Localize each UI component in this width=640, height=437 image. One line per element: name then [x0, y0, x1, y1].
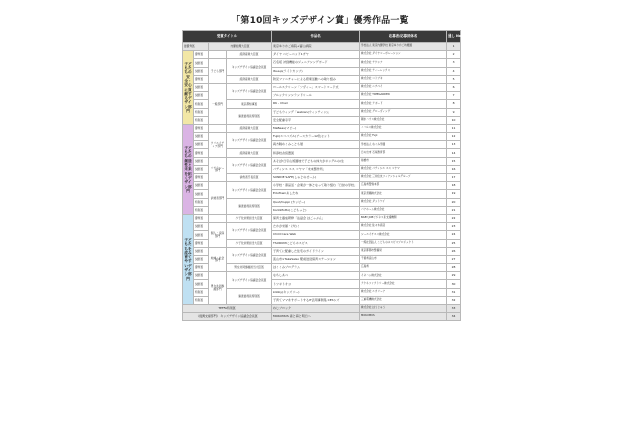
row-applicant: 前橋市 [360, 157, 447, 165]
category-label: 子どもたちの創造性と未来を拓くデザイン部門 [183, 124, 194, 214]
row-number: 11 [447, 124, 461, 132]
row-division: 奨励賞 [194, 141, 209, 149]
row-work: 流山市×TakaSaGo 駅前送迎保育ステーション [272, 255, 360, 263]
row-work: あそぼ!日引山遊園地で子どもの体力がギングルの/生 [272, 157, 360, 165]
row-prize: 審査委員長特別賞 [227, 198, 272, 214]
row-department: リテラシー部門 [209, 157, 227, 182]
row-number: 4 [447, 67, 461, 75]
row-division: 奨励賞 [194, 280, 209, 288]
row-work: パディシエ エス コヤマ「未来製作所」 [272, 165, 360, 173]
row-applicant: 株式会社 ほうじゅう [360, 305, 447, 313]
row-division: 特別賞 [194, 296, 209, 304]
award-table [182, 30, 461, 321]
row-division: 奨励賞 [194, 231, 209, 239]
row-division: 奨励賞 [194, 59, 209, 67]
row-division: 奨励賞 [194, 133, 209, 141]
row-number: 6 [447, 83, 461, 91]
row-prize: 少子化対策担当大臣賞 [227, 214, 272, 222]
row-applicant: 一般社団法人 こどものホスピスプロジェクト [360, 239, 447, 247]
row-work: 保育士養成研修「法話会 ほごっぷん」 [272, 214, 360, 222]
row-number: 29 [447, 272, 461, 280]
row-number: 26 [447, 247, 461, 255]
row-number: 2 [447, 51, 461, 59]
row-applicant: 東京書籍株式会社 [360, 190, 447, 198]
row-work: ねじブロック [272, 305, 360, 313]
row-applicant: イネハム株式会社 [360, 272, 447, 280]
header-work: 作品名 [272, 31, 360, 43]
row-work: 子どもウィング「webian(ウィッティン)」 [272, 108, 360, 116]
table-row [183, 305, 461, 313]
row-number: 23 [447, 223, 461, 231]
row-work: 両方眺めくみことも展 [272, 141, 360, 149]
row-division: 奨励賞 [194, 223, 209, 231]
row-division: 特別賞 [194, 108, 209, 116]
row-division: 優秀賞 [194, 239, 209, 247]
row-division: 奨励賞 [194, 272, 209, 280]
row-division: 奨励賞 [194, 92, 209, 100]
row-department: 子ども部門 [209, 59, 227, 84]
row-work: ダイヤ ベビーベッド1ガヤ [272, 51, 360, 59]
row-number: 30 [447, 280, 461, 288]
row-work: Fujii(エコバズル)アースカラー12色セット [272, 133, 360, 141]
table-row [183, 272, 461, 280]
row-department: 個人・家庭部門 [209, 223, 227, 248]
row-applicant: 株式会社 ニチベイ [360, 83, 447, 91]
header-prize: 受賞タイトル [183, 31, 272, 43]
row-number: 10 [447, 116, 461, 124]
row-number: 21 [447, 206, 461, 214]
row-prize: 少子化対策担当大臣賞 [227, 239, 272, 247]
row-prize: キッズデザイン協議会会長賞 [227, 83, 272, 99]
row-division: 奨励賞 [194, 165, 209, 173]
row-prize: 経済産業大臣賞 [227, 124, 272, 132]
row-department: 一般部門 [209, 83, 227, 124]
row-number: 27 [447, 255, 461, 263]
row-work: 東京ゆりかご病院+富山病院 [272, 43, 360, 51]
table-row [183, 43, 461, 51]
row-prize: 男女共同参画担当大臣賞 [227, 264, 272, 272]
row-prize: 審査委員長特別賞 [227, 108, 272, 124]
row-division: 奨励賞 [194, 83, 209, 91]
table-row [183, 133, 461, 141]
row-work: 石名坂 対到機能のジュニアシングボード [272, 59, 360, 67]
row-work: RK - Chair [272, 100, 360, 108]
row-work: なちしあべ [272, 272, 360, 280]
row-applicant: 千葉県流山市 [360, 255, 447, 263]
row-department [209, 214, 227, 222]
row-division: 優秀賞 [194, 214, 209, 222]
row-number: 12 [447, 133, 461, 141]
row-work: ロールスクリーン「ソヴィー」スマートコード式 [272, 83, 360, 91]
row-applicant: 株式会社 三井住友フィナンシャルグループ [360, 174, 447, 182]
row-work: kobby(キッズリー) [272, 288, 360, 296]
row-applicant: 積水ハウス株式会社 [360, 116, 447, 124]
row-work: SUNIDE SAFE(しゅとのせーふ) [272, 174, 360, 182]
row-prize: キッズデザイン協議会会長賞 [227, 157, 272, 173]
row-division: 特別賞 [194, 198, 209, 206]
row-applicant: 三重電機株式会社 [360, 296, 447, 304]
header-row [183, 31, 461, 43]
row-work: 防災ファニチャーによる授業活動への取り組み [272, 75, 360, 83]
row-prize: キッズデザイン協議会会長賞 [227, 59, 272, 75]
row-prize: TEFFA特別賞 [183, 305, 272, 313]
row-work: TSURUMIこどもホスピス [272, 239, 360, 247]
row-number: 7 [447, 92, 461, 100]
row-work: Child Care Web [272, 231, 360, 239]
row-division: 奨励賞 [194, 255, 209, 263]
row-prize: キッズデザイン協議会会長賞 [227, 133, 272, 149]
row-number: 31 [447, 288, 461, 296]
row-prize: 審査委員長特別賞 [227, 288, 272, 304]
row-applicant: 東京都都市整備局 [360, 247, 447, 255]
row-applicant: 株式会社 テクシナ [360, 59, 447, 67]
row-number: 17 [447, 174, 461, 182]
table-row [183, 124, 461, 132]
row-work: トツギトオヨ [272, 280, 360, 288]
row-number: 9 [447, 108, 461, 116]
row-applicant: 株式会社 ユカリーナ [360, 288, 447, 296]
row-number: 13 [447, 141, 461, 149]
row-applicant: MOKUMUS [360, 313, 447, 321]
row-division: 優秀賞 [194, 124, 209, 132]
row-number: 28 [447, 264, 461, 272]
table-row [183, 83, 461, 91]
row-division: 奨励賞 [194, 190, 209, 198]
row-division: 優秀賞 [194, 149, 209, 157]
header-applicant: 応募者/応募団体名 [360, 31, 447, 43]
row-number: 22 [447, 214, 461, 222]
table-row [183, 247, 461, 255]
row-division: 奨励賞 [194, 67, 209, 75]
row-applicant: 株式会社 グローヴィング [360, 108, 447, 116]
row-division: 特別賞 [194, 100, 209, 108]
row-applicant: シーエイチエス株式会社 [360, 231, 447, 239]
row-work: ほくくみプログラム [272, 264, 360, 272]
row-work: EduTownあしたね [272, 190, 360, 198]
row-number: 5 [447, 75, 461, 83]
page-title: 「第10回キッズデザイン賞」優秀作品一覧 [231, 16, 409, 26]
award-document [182, 30, 463, 427]
row-department: 消費者部門 [209, 182, 227, 215]
table-row [183, 223, 461, 231]
row-number: 18 [447, 182, 461, 190]
row-work: たかが米屋・けむく [272, 223, 360, 231]
row-applicant: 株式会社 Fujii [360, 133, 447, 141]
row-applicant: 学校法人 東京内閣学校 東京ゆりかご幼稚園 [360, 43, 447, 51]
row-work: 和添校舎設置図 [272, 149, 360, 157]
row-applicant: 株式会社 佐々木商店 [360, 223, 447, 231]
award-table-body [183, 43, 461, 321]
row-applicant: 広島県 [360, 264, 447, 272]
row-applicant: 株式会社 コトブキ [360, 75, 447, 83]
row-prize: 《復興支援部門》 キッズデザイン協議会会長賞 [183, 313, 272, 321]
row-applicant: 広島県警察本部 [360, 182, 447, 190]
row-division: 特別賞 [194, 206, 209, 214]
row-applicant: 株式会社 ダットワイ [360, 198, 447, 206]
row-work: Quut/Cuppi (カッピー) [272, 198, 360, 206]
row-prize: 内閣総理大臣賞 [209, 43, 272, 51]
row-prize: 消費者庁長官賞 [227, 174, 272, 182]
row-work: 安全配慮寺平 [272, 116, 360, 124]
row-applicant: 株式会社 アボード [360, 100, 447, 108]
row-work: MaBeau(マビー) [272, 124, 360, 132]
row-department [209, 124, 227, 132]
row-work: Itsuup(ライトカップ) [272, 67, 360, 75]
header-no: 通し No. [447, 31, 461, 43]
row-prize: キッズデザイン協議会会長賞 [227, 247, 272, 263]
row-number: 15 [447, 157, 461, 165]
row-work: MOKUMUS 森と海と明日へ [272, 313, 360, 321]
row-work: 子育てに配慮した住宅のガイドライン [272, 247, 360, 255]
category-label: 子どもたちの安全・安心に貢献するデザイン部門 [183, 51, 194, 125]
row-applicant: 日の出市 石垣教育部 [360, 149, 447, 157]
row-number: 3 [447, 59, 461, 67]
row-work: KodoMotto(こどもっと) [272, 206, 360, 214]
table-row [183, 157, 461, 165]
row-division: 奨励賞 [194, 157, 209, 165]
table-row [183, 313, 461, 321]
row-division: 最優秀賞 [183, 43, 209, 51]
row-division: 特別賞 [194, 116, 209, 124]
table-row [183, 59, 461, 67]
row-applicant: ノバルス株式会社 [360, 124, 447, 132]
row-division: 優秀賞 [194, 51, 209, 59]
row-prize: 東京都知事賞 [227, 100, 272, 108]
row-prize: キッズデザイン協議会会長賞 [227, 272, 272, 288]
table-row [183, 182, 461, 190]
row-work: ブルックリンシランドリール [272, 92, 360, 100]
row-applicant: パナホーム株式会社 [360, 206, 447, 214]
row-division: 優秀賞 [194, 264, 209, 272]
row-number: 33 [447, 305, 461, 313]
row-applicant: BABY JOBビジネス系支援機関 [360, 214, 447, 222]
table-row [183, 51, 461, 59]
row-applicant: 株式会社 TIMEGARDEN [360, 92, 447, 100]
row-number: 34 [447, 313, 461, 321]
row-work: 子育てママをサポートするIT活用事例集 CESシズ [272, 296, 360, 304]
row-prize: 経済産業大臣賞 [227, 149, 272, 157]
row-applicant: アクネファクトリー株式会社 [360, 280, 447, 288]
row-number: 25 [447, 239, 461, 247]
row-division: 優秀賞 [194, 75, 209, 83]
row-prize: キッズデザイン協議会会長賞 [227, 182, 272, 198]
row-number: 19 [447, 190, 461, 198]
row-number: 20 [447, 198, 461, 206]
row-division: 奨励賞 [194, 182, 209, 190]
row-division: 奨励賞 [194, 247, 209, 255]
table-row [183, 214, 461, 222]
row-number: 8 [447, 100, 461, 108]
row-applicant: 株式会社 ティーレックス [360, 67, 447, 75]
row-division: 優秀賞 [194, 174, 209, 182]
row-prize: 経済産業大臣賞 [227, 75, 272, 83]
row-department [209, 51, 227, 59]
category-label: 子どもたちを産み育てやすいデザイン部門 [183, 214, 194, 304]
row-applicant: 株式会社 ダイヤコーポレーション [360, 51, 447, 59]
row-division: 特別賞 [194, 288, 209, 296]
row-number: 32 [447, 296, 461, 304]
row-number: 16 [447, 165, 461, 173]
row-prize: 経済産業大臣賞 [227, 51, 272, 59]
row-applicant: 学校法人 めぐみ学園 [360, 141, 447, 149]
row-number: 24 [447, 231, 461, 239]
row-number: 14 [447, 149, 461, 157]
row-number: 1 [447, 43, 461, 51]
row-applicant: 株式会社 パティシエ エス コヤマ [360, 165, 447, 173]
row-department: 男女共同参画部門 [209, 272, 227, 305]
row-prize: キッズデザイン協議会会長賞 [227, 223, 272, 239]
row-department: 地域・社会部門 [209, 247, 227, 272]
row-work: 小学校・商品活・企業が一体となって取り組む「日誌の学校」 [272, 182, 360, 190]
row-department: クリエイティブ部門 [209, 133, 227, 158]
